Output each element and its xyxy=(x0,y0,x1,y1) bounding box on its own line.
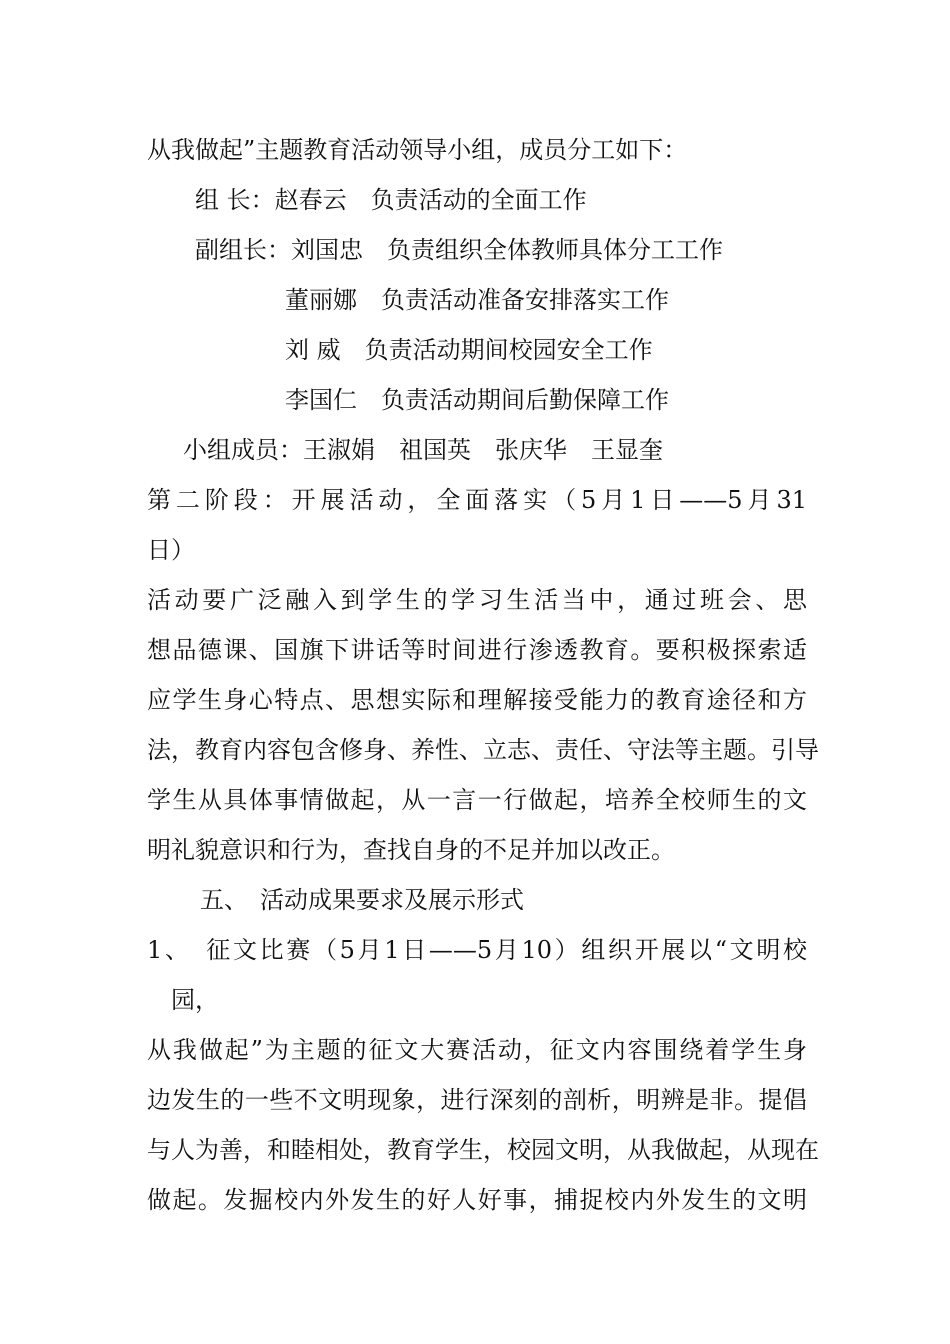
text-line: 应学生身心特点、思想实际和理解接受能力的教育途径和方 xyxy=(147,686,807,714)
text-line: 与人为善，和睦相处，教育学生，校园文明，从我做起，从现在 xyxy=(147,1136,819,1164)
text-line: 学生从具体事情做起，从一言一行做起，培养全校师生的文 xyxy=(147,786,807,814)
text-line: 做起。发掘校内外发生的好人好事，捕捉校内外发生的文明 xyxy=(147,1186,807,1214)
text-line: 李国仁 负责活动期间后勤保障工作 xyxy=(285,386,669,414)
text-line: 边发生的一些不文明现象，进行深刻的剖析，明辨是非。提倡 xyxy=(147,1086,807,1114)
text-line: 法，教育内容包含修身、养性、立志、责任、守法等主题。引导 xyxy=(147,736,819,764)
text-line: 从我做起”主题教育活动领导小组，成员分工如下： xyxy=(147,136,688,164)
text-line: 明礼貌意识和行为，查找自身的不足并加以改正。 xyxy=(147,836,675,864)
text-line: 活动要广泛融入到学生的学习生活当中，通过班会、思 xyxy=(147,586,807,614)
text-line: 董丽娜 负责活动准备安排落实工作 xyxy=(285,286,669,314)
text-line: 日） xyxy=(147,536,195,564)
text-line: 小组成员：王淑娟 祖国英 张庆华 王显奎 xyxy=(183,436,663,464)
section-heading: 五、 活动成果要求及展示形式 xyxy=(200,886,524,914)
text-line: 1、 征文比赛（5月1日——5月10）组织开展以“文明校 xyxy=(147,936,807,964)
text-line: 组 长：赵春云 负责活动的全面工作 xyxy=(195,186,587,214)
text-line: 从我做起”为主题的征文大赛活动，征文内容围绕着学生身 xyxy=(147,1036,807,1064)
text-line: 想品德课、国旗下讲话等时间进行渗透教育。要积极探索适 xyxy=(147,636,807,664)
text-line: 副组长：刘国忠 负责组织全体教师具体分工工作 xyxy=(195,236,723,264)
text-line: 刘 威 负责活动期间校园安全工作 xyxy=(285,336,653,364)
text-line: 园， xyxy=(171,986,219,1014)
text-line: 第二阶段：开展活动，全面落实（5月1日——5月31 xyxy=(147,486,807,514)
